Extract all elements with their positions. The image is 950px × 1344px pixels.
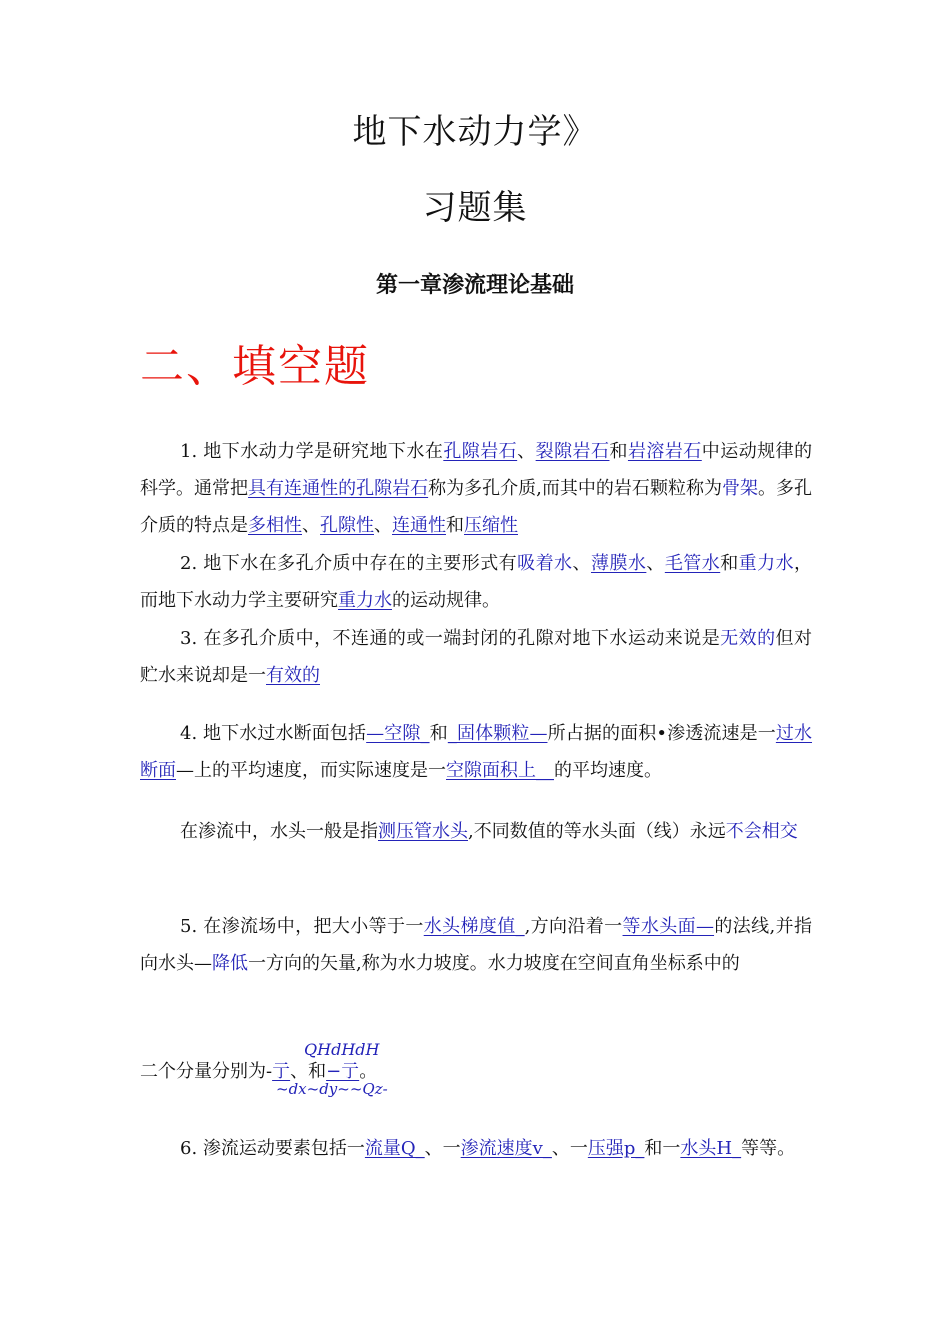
answer: 测压管水头 xyxy=(378,821,468,842)
answer: 压强p_ xyxy=(587,1138,645,1159)
answer: 岩溶岩石 xyxy=(627,441,702,462)
formula-numerators: QHdHdH xyxy=(304,1040,380,1059)
question-4-continued: 在渗流中，水头一般是指测压管水头,不同数值的等水头面（线）永远不会相交 xyxy=(180,821,798,842)
answer: 重力水 xyxy=(338,590,392,611)
answer: 具有连通性的孔隙岩石 xyxy=(248,478,429,499)
answer: 骨架 xyxy=(721,478,758,499)
answer: 等水头面— xyxy=(622,916,715,937)
answer: 流量Q_ xyxy=(364,1138,425,1159)
answer: 连通性 xyxy=(392,515,446,536)
answer: 薄膜水 xyxy=(590,553,647,574)
answer: 水头H_ xyxy=(680,1138,742,1159)
answer: —空隙_ xyxy=(366,723,430,744)
answer: 多相性 xyxy=(248,515,302,536)
answer: 有效的 xyxy=(266,665,320,686)
question-1: 1. 地下水动力学是研究地下水在孔隙岩石、裂隙岩石和岩溶岩石中运动规律的科学。通常把具有连通性的孔隙岩石称为多孔介质,而其中的岩石颗粒称为骨架。多孔介质的特点是多相性、孔隙性、连通性和压缩性 xyxy=(140,441,813,536)
answer: 孔隙性 xyxy=(320,515,374,536)
answer: 不会相交 xyxy=(725,821,798,842)
answer: 吸着水 xyxy=(517,553,573,574)
answer: 无效的 xyxy=(720,628,776,649)
formula-denominators: ~dx~dy~~Qz- xyxy=(276,1080,388,1098)
book-subtitle: 习题集 xyxy=(422,188,528,228)
answer: 水头梯度值_ xyxy=(423,916,525,937)
question-2: 2. 地下水在多孔介质中存在的主要形式有吸着水、薄膜水、毛管水和重力水，而地下水动力学主要研究重力水的运动规律。 xyxy=(140,553,813,611)
answer: 降低 xyxy=(212,953,248,974)
answer: 毛管水 xyxy=(664,553,721,574)
question-3: 3. 在多孔介质中，不连通的或一端封闭的孔隙对地下水运动来说是无效的但对贮水来说却是一有效的 xyxy=(140,628,813,686)
question-4: 4. 地下水过水断面包括—空隙_和_固体颗粒—所占据的面积•渗透流速是一过水断面—上的平均速度，而实际速度是一空隙面积上__的平均速度。 xyxy=(140,723,813,781)
answer: 空隙面积上__ xyxy=(446,760,554,781)
answer: 过水断面 xyxy=(140,723,813,781)
formula-line: 二个分量分别为-亍、和−亍。 xyxy=(140,1061,378,1082)
chapter-heading: 第一章渗流理论基础 xyxy=(375,273,574,298)
answer: 重力水 xyxy=(738,553,795,574)
answer: 孔隙岩石 xyxy=(443,441,518,462)
question-6: 6. 渗流运动要素包括一流量Q_、一渗流速度v_、一压强p_和一水头H_等等。 xyxy=(180,1138,796,1159)
formula-fraction: 亍 xyxy=(272,1061,291,1082)
answer: 裂隙岩石 xyxy=(535,441,610,462)
formula-fraction: −亍 xyxy=(326,1061,360,1082)
book-title: 地下水动力学》 xyxy=(352,112,598,152)
answer: 渗流速度v_ xyxy=(460,1138,552,1159)
question-5: 5. 在渗流场中，把大小等于一水头梯度值_,方向沿着一等水头面—的法线,并指向水头—降低一方向的矢量,称为水力坡度。水力坡度在空间直角坐标系中的 xyxy=(140,916,812,974)
answer: _固体颗粒— xyxy=(447,723,548,744)
answer: 压缩性 xyxy=(464,515,518,536)
section-heading: 二、填空题 xyxy=(140,341,370,392)
